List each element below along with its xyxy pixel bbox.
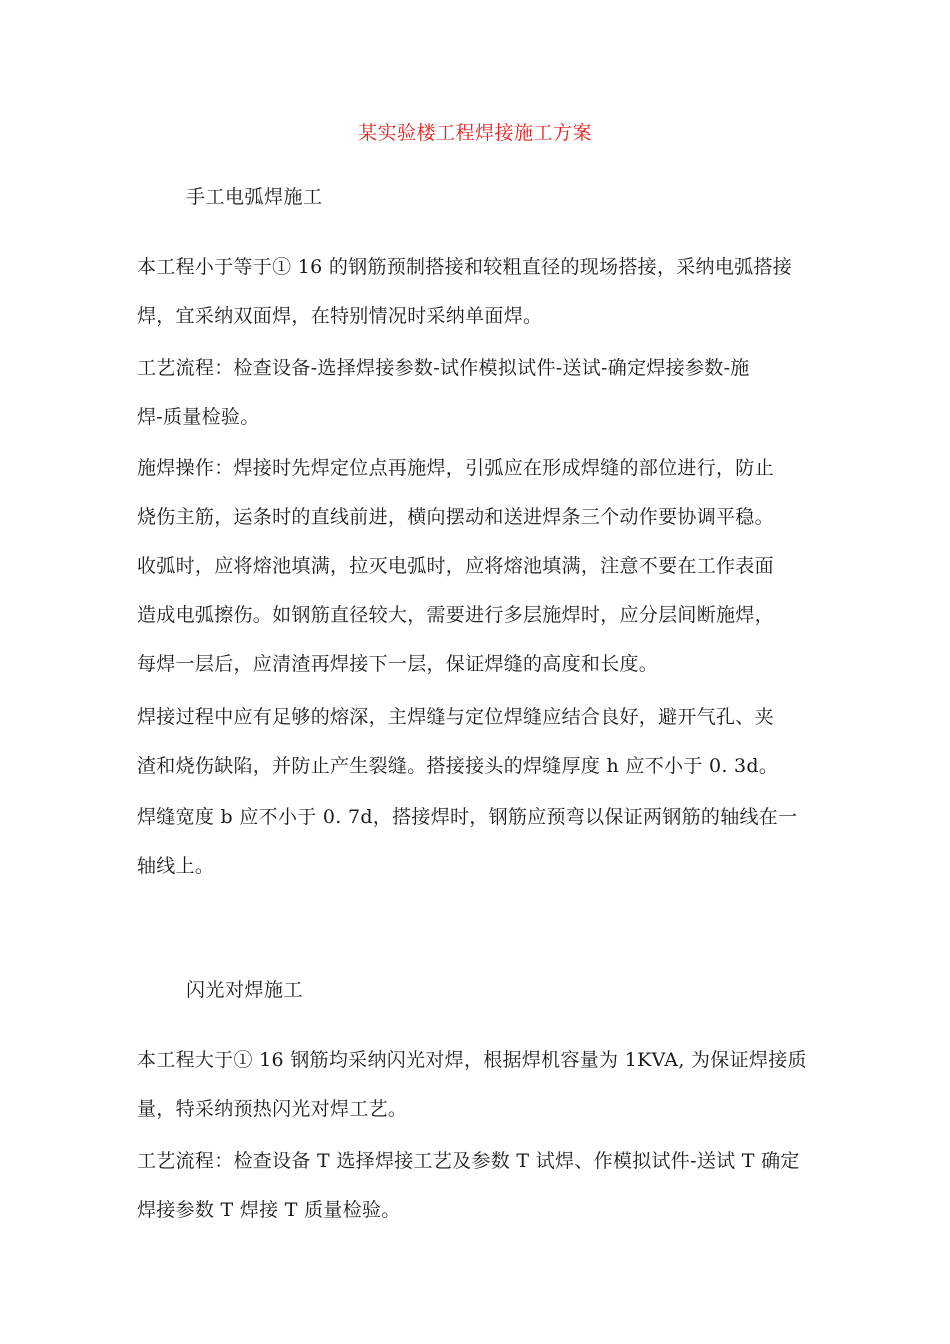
text-line: 造成电弧擦伤。如钢筋直径较大，需要进行多层施焊时，应分层间断施焊， (137, 604, 774, 626)
text-line: 渣和烧伤缺陷，并防止产生裂缝。搭接接头的焊缝厚度 h 应不小于 0. 3d。 (137, 755, 779, 777)
paragraph-weld-width (137, 793, 823, 891)
text-line: 量，特采纳预热闪光对焊工艺。 (137, 1098, 408, 1120)
text-line: 工艺流程：检查设备 T 选择焊接工艺及参数 T 试焊、作模拟试件-送试 T 确定 (137, 1150, 800, 1172)
paragraph-flash-scope (137, 1036, 823, 1134)
text-line: 烧伤主筋，运条时的直线前进，横向摆动和送进焊条三个动作要协调平稳。 (137, 506, 774, 528)
text-line: 焊缝宽度 b 应不小于 0. 7d，搭接焊时，钢筋应预弯以保证两钢筋的轴线在一 (137, 806, 798, 828)
text-line: 施焊操作：焊接时先焊定位点再施焊，引弧应在形成焊缝的部位进行，防止 (137, 457, 774, 479)
text-line: 收弧时，应将熔池填满，拉灭电弧时，应将熔池填满，注意不要在工作表面 (137, 555, 774, 577)
text-line: 焊，宜采纳双面焊，在特别情况时采纳单面焊。 (137, 305, 543, 327)
text-line: 焊-质量检验。 (137, 406, 260, 428)
text-line: 焊接参数 T 焊接 T 质量检验。 (137, 1199, 401, 1221)
section-heading-arc-welding: 手工电弧焊施工 (186, 186, 323, 208)
document-title: 某实验楼工程焊接施工方案 (357, 122, 592, 144)
paragraph-process-flow (137, 344, 823, 442)
paragraph-flash-process-flow (137, 1137, 823, 1235)
text-line: 本工程大于① 16 钢筋均采纳闪光对焊，根据焊机容量为 1KVA, 为保证焊接质 (137, 1049, 807, 1071)
text-line: 焊接过程中应有足够的熔深，主焊缝与定位焊缝应结合良好，避开气孔、夹 (137, 706, 774, 728)
text-line: 轴线上。 (137, 855, 215, 877)
paragraph-penetration (137, 693, 823, 791)
paragraph-welding-operation (137, 444, 823, 689)
text-line: 工艺流程：检查设备-选择焊接参数-试作模拟试件-送试-确定焊接参数-施 (137, 357, 750, 379)
text-line: 每焊一层后，应清渣再焊接下一层，保证焊缝的高度和长度。 (137, 653, 659, 675)
section-heading-flash-butt-welding: 闪光对焊施工 (186, 979, 304, 1001)
paragraph-scope (137, 243, 823, 341)
text-line: 本工程小于等于① 16 的钢筋预制搭接和较粗直径的现场搭接，采纳电弧搭接 (137, 256, 793, 278)
